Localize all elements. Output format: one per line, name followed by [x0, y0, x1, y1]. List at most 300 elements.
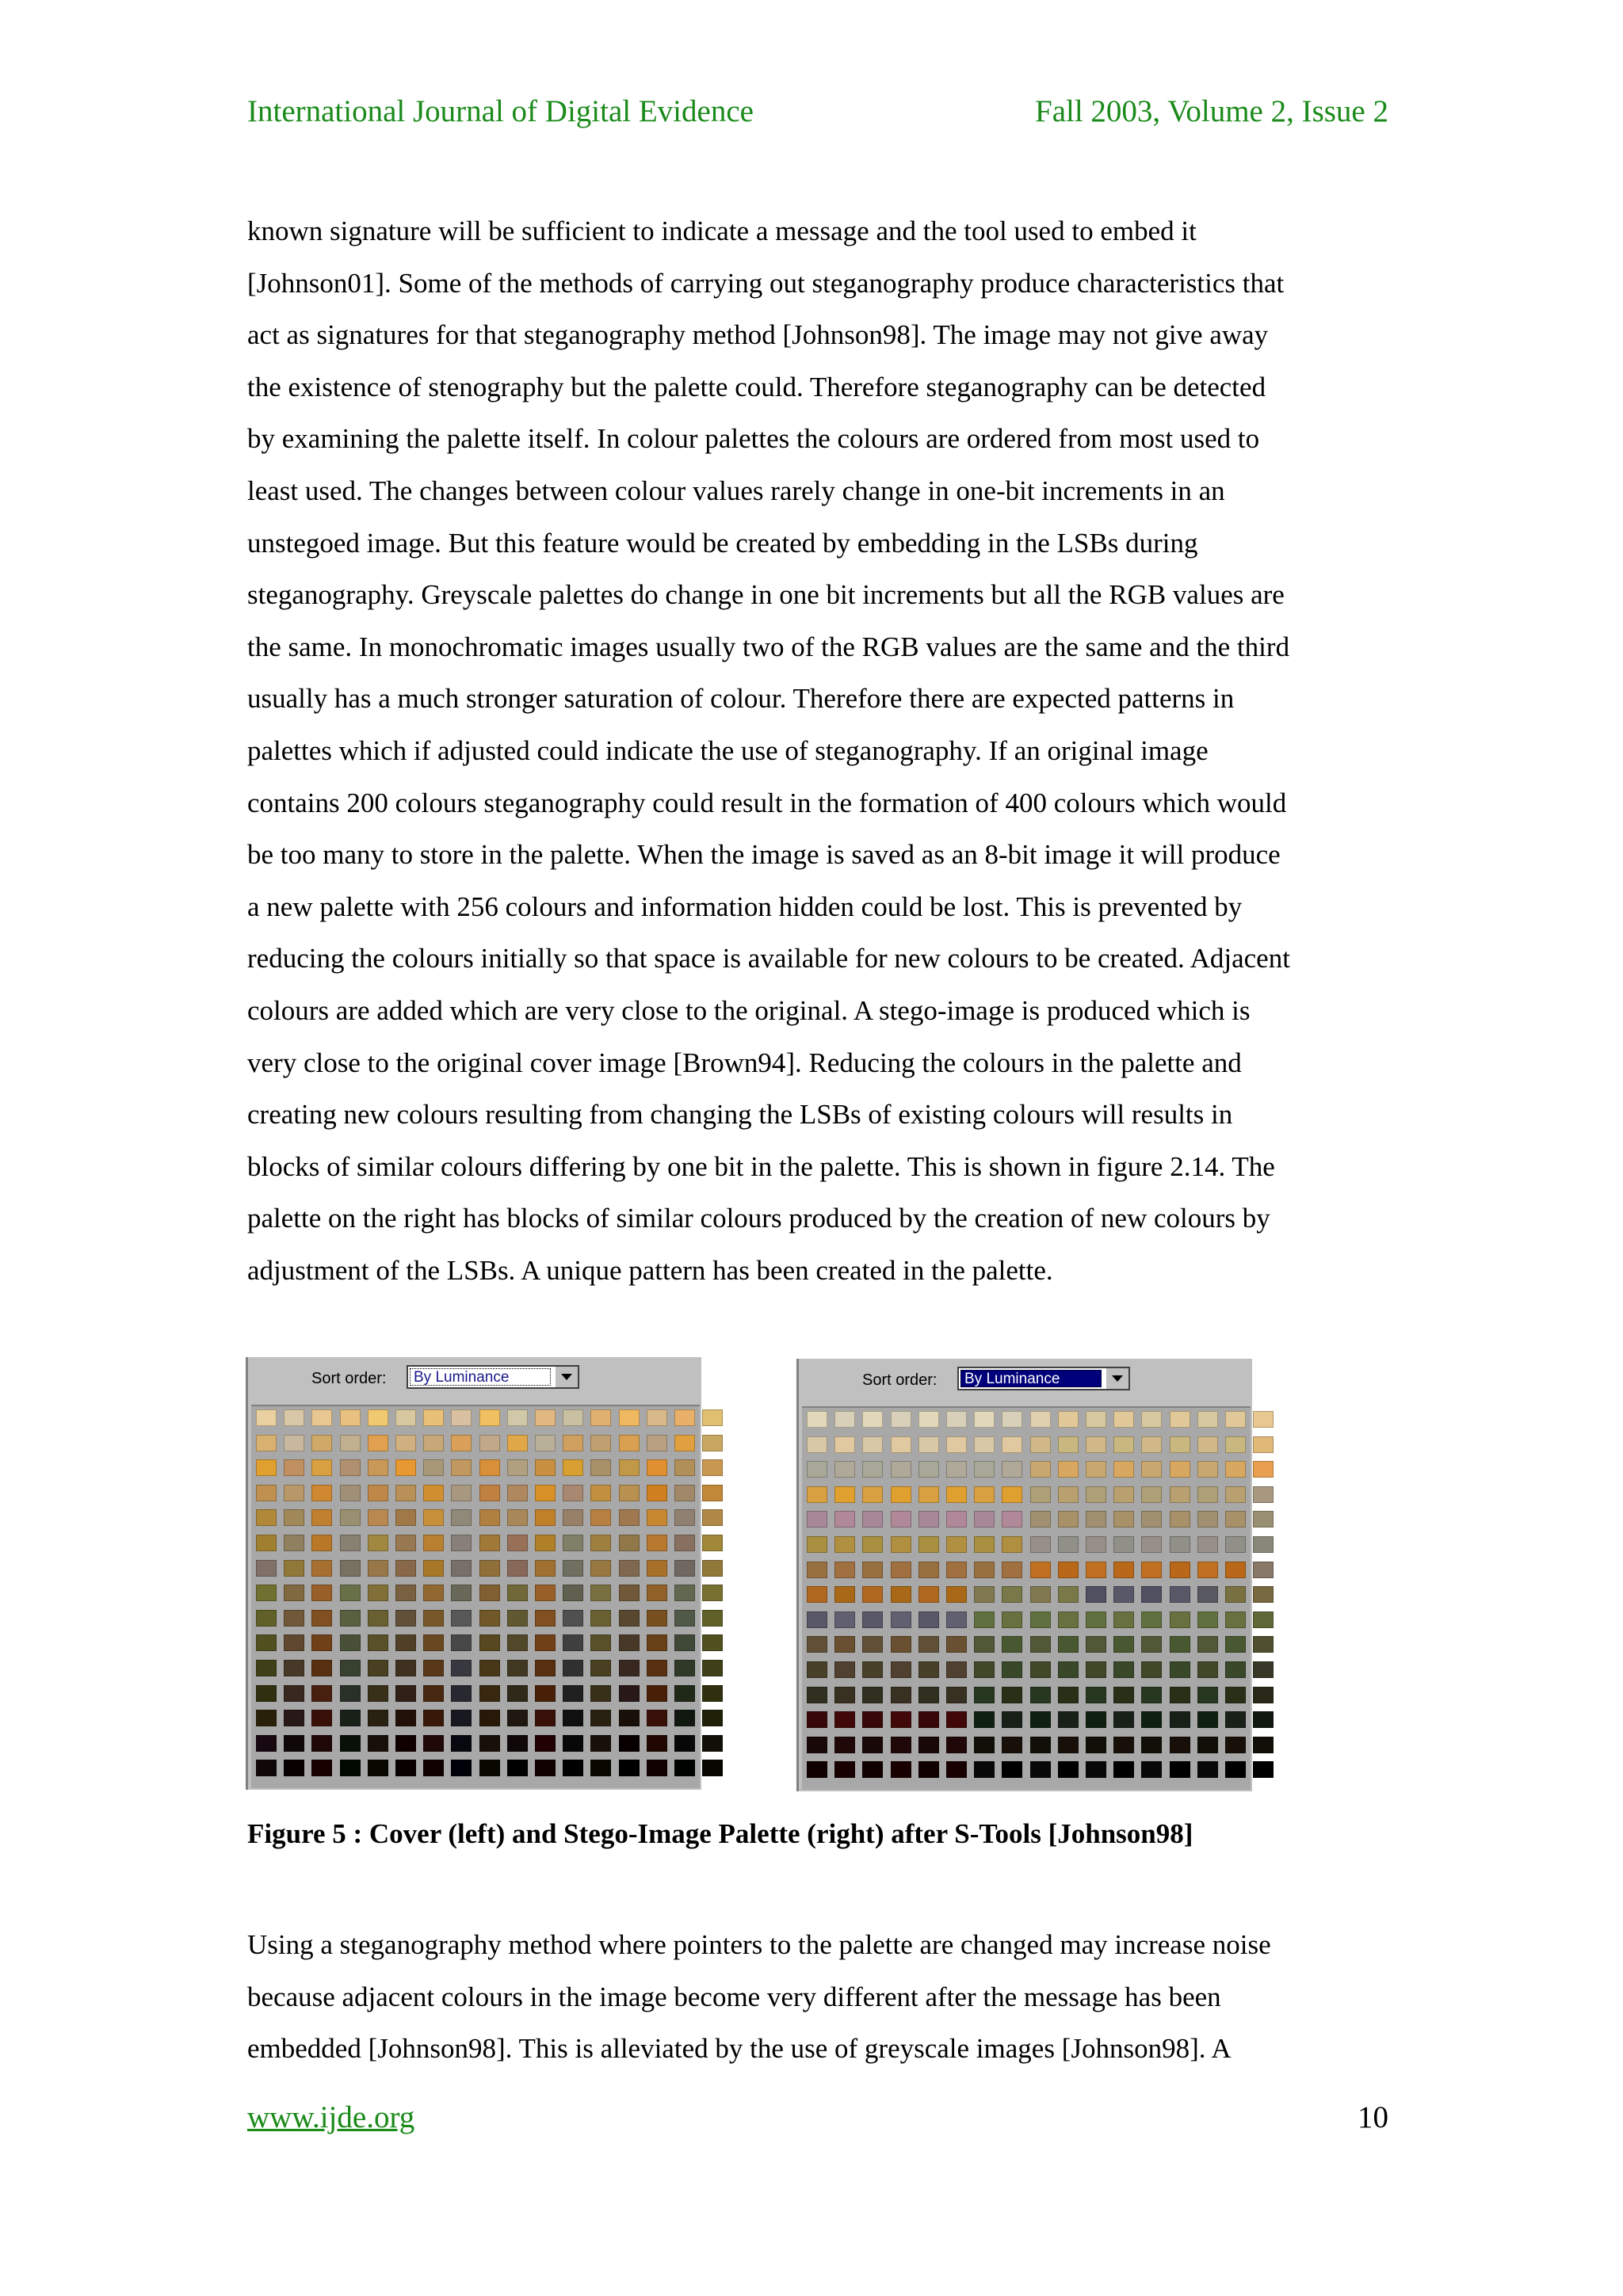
- palette-swatch[interactable]: [535, 1760, 556, 1776]
- palette-swatch[interactable]: [563, 1459, 583, 1476]
- palette-swatch[interactable]: [451, 1660, 472, 1676]
- palette-swatch[interactable]: [1030, 1486, 1051, 1503]
- palette-swatch[interactable]: [311, 1685, 332, 1702]
- palette-swatch[interactable]: [563, 1685, 583, 1702]
- palette-swatch[interactable]: [368, 1459, 388, 1476]
- palette-swatch[interactable]: [862, 1511, 883, 1527]
- palette-swatch[interactable]: [451, 1634, 472, 1651]
- palette-swatch[interactable]: [1170, 1711, 1190, 1728]
- palette-swatch[interactable]: [311, 1710, 332, 1726]
- palette-swatch[interactable]: [284, 1560, 304, 1577]
- palette-swatch[interactable]: [891, 1411, 911, 1428]
- palette-swatch[interactable]: [311, 1459, 332, 1476]
- palette-swatch[interactable]: [891, 1687, 911, 1703]
- palette-swatch[interactable]: [1030, 1536, 1051, 1553]
- palette-swatch[interactable]: [1197, 1436, 1218, 1453]
- palette-swatch[interactable]: [256, 1535, 277, 1551]
- palette-swatch[interactable]: [479, 1685, 500, 1702]
- palette-swatch[interactable]: [891, 1511, 911, 1527]
- palette-swatch[interactable]: [1253, 1511, 1274, 1527]
- palette-swatch[interactable]: [1030, 1737, 1051, 1753]
- palette-swatch[interactable]: [535, 1735, 556, 1752]
- palette-swatch[interactable]: [834, 1436, 855, 1453]
- palette-swatch[interactable]: [807, 1436, 827, 1453]
- palette-swatch[interactable]: [479, 1710, 500, 1726]
- palette-swatch[interactable]: [284, 1660, 304, 1676]
- palette-swatch[interactable]: [423, 1610, 444, 1627]
- palette-swatch[interactable]: [619, 1535, 640, 1551]
- palette-swatch[interactable]: [284, 1610, 304, 1627]
- palette-swatch[interactable]: [674, 1685, 695, 1702]
- palette-swatch[interactable]: [311, 1760, 332, 1776]
- palette-swatch[interactable]: [1002, 1761, 1022, 1778]
- palette-swatch[interactable]: [974, 1611, 995, 1628]
- palette-swatch[interactable]: [311, 1509, 332, 1526]
- palette-swatch[interactable]: [674, 1760, 695, 1776]
- palette-swatch[interactable]: [1086, 1687, 1106, 1703]
- palette-swatch[interactable]: [451, 1509, 472, 1526]
- palette-swatch[interactable]: [891, 1586, 911, 1603]
- palette-swatch[interactable]: [1086, 1586, 1106, 1603]
- palette-swatch[interactable]: [479, 1735, 500, 1752]
- palette-swatch[interactable]: [647, 1560, 667, 1577]
- palette-swatch[interactable]: [368, 1610, 388, 1627]
- palette-swatch[interactable]: [619, 1760, 640, 1776]
- palette-swatch[interactable]: [1141, 1586, 1162, 1603]
- palette-swatch[interactable]: [395, 1710, 416, 1726]
- palette-swatch[interactable]: [946, 1687, 967, 1703]
- palette-swatch[interactable]: [368, 1710, 388, 1726]
- palette-swatch[interactable]: [563, 1634, 583, 1651]
- palette-swatch[interactable]: [395, 1585, 416, 1601]
- palette-swatch[interactable]: [256, 1735, 277, 1752]
- palette-swatch[interactable]: [535, 1509, 556, 1526]
- palette-swatch[interactable]: [451, 1435, 472, 1451]
- palette-swatch[interactable]: [1170, 1562, 1190, 1578]
- palette-swatch[interactable]: [619, 1735, 640, 1752]
- palette-swatch[interactable]: [1141, 1661, 1162, 1678]
- palette-swatch[interactable]: [674, 1610, 695, 1627]
- palette-swatch[interactable]: [535, 1610, 556, 1627]
- palette-swatch[interactable]: [974, 1436, 995, 1453]
- palette-swatch[interactable]: [1170, 1687, 1190, 1703]
- palette-swatch[interactable]: [1002, 1586, 1022, 1603]
- footer-link[interactable]: www.ijde.org: [247, 2100, 415, 2134]
- palette-swatch[interactable]: [423, 1509, 444, 1526]
- palette-swatch[interactable]: [1141, 1536, 1162, 1553]
- palette-swatch[interactable]: [974, 1586, 995, 1603]
- palette-swatch[interactable]: [395, 1760, 416, 1776]
- palette-swatch[interactable]: [507, 1760, 528, 1776]
- palette-swatch[interactable]: [284, 1509, 304, 1526]
- palette-swatch[interactable]: [674, 1660, 695, 1676]
- palette-swatch[interactable]: [535, 1535, 556, 1551]
- palette-swatch[interactable]: [946, 1737, 967, 1753]
- palette-swatch[interactable]: [974, 1486, 995, 1503]
- palette-swatch[interactable]: [1113, 1511, 1134, 1527]
- palette-swatch[interactable]: [1197, 1461, 1218, 1478]
- palette-swatch[interactable]: [1253, 1687, 1274, 1703]
- palette-swatch[interactable]: [647, 1485, 667, 1501]
- palette-swatch[interactable]: [891, 1611, 911, 1628]
- palette-swatch[interactable]: [590, 1760, 611, 1776]
- palette-swatch[interactable]: [702, 1610, 723, 1627]
- palette-swatch[interactable]: [563, 1760, 583, 1776]
- palette-swatch[interactable]: [1002, 1536, 1022, 1553]
- palette-swatch[interactable]: [918, 1536, 939, 1553]
- palette-swatch[interactable]: [974, 1411, 995, 1428]
- palette-swatch[interactable]: [702, 1409, 723, 1426]
- palette-swatch[interactable]: [862, 1737, 883, 1753]
- palette-swatch[interactable]: [918, 1636, 939, 1653]
- palette-swatch[interactable]: [1141, 1761, 1162, 1778]
- palette-swatch[interactable]: [918, 1486, 939, 1503]
- palette-swatch[interactable]: [946, 1761, 967, 1778]
- palette-swatch[interactable]: [946, 1611, 967, 1628]
- palette-swatch[interactable]: [311, 1435, 332, 1451]
- palette-swatch[interactable]: [340, 1710, 361, 1726]
- palette-swatch[interactable]: [1058, 1461, 1079, 1478]
- palette-swatch[interactable]: [1113, 1536, 1134, 1553]
- palette-swatch[interactable]: [256, 1710, 277, 1726]
- palette-swatch[interactable]: [451, 1535, 472, 1551]
- palette-swatch[interactable]: [862, 1486, 883, 1503]
- palette-swatch[interactable]: [862, 1461, 883, 1478]
- palette-swatch[interactable]: [1225, 1461, 1246, 1478]
- palette-swatch[interactable]: [674, 1585, 695, 1601]
- palette-swatch[interactable]: [284, 1459, 304, 1476]
- palette-swatch[interactable]: [891, 1711, 911, 1728]
- palette-swatch[interactable]: [946, 1562, 967, 1578]
- palette-swatch[interactable]: [563, 1485, 583, 1501]
- palette-swatch[interactable]: [1197, 1511, 1218, 1527]
- palette-swatch[interactable]: [479, 1760, 500, 1776]
- palette-swatch[interactable]: [1030, 1687, 1051, 1703]
- palette-swatch[interactable]: [590, 1535, 611, 1551]
- palette-swatch[interactable]: [674, 1435, 695, 1451]
- palette-swatch[interactable]: [974, 1562, 995, 1578]
- palette-swatch[interactable]: [451, 1409, 472, 1426]
- palette-swatch[interactable]: [647, 1735, 667, 1752]
- palette-swatch[interactable]: [256, 1560, 277, 1577]
- palette-swatch[interactable]: [340, 1560, 361, 1577]
- palette-swatch[interactable]: [674, 1560, 695, 1577]
- palette-swatch[interactable]: [590, 1509, 611, 1526]
- palette-swatch[interactable]: [891, 1536, 911, 1553]
- palette-swatch[interactable]: [479, 1610, 500, 1627]
- palette-swatch[interactable]: [946, 1661, 967, 1678]
- palette-swatch[interactable]: [974, 1737, 995, 1753]
- palette-swatch[interactable]: [451, 1685, 472, 1702]
- palette-swatch[interactable]: [918, 1687, 939, 1703]
- palette-swatch[interactable]: [340, 1760, 361, 1776]
- palette-swatch[interactable]: [1253, 1761, 1274, 1778]
- palette-swatch[interactable]: [1086, 1711, 1106, 1728]
- palette-swatch[interactable]: [946, 1586, 967, 1603]
- palette-swatch[interactable]: [619, 1710, 640, 1726]
- palette-swatch[interactable]: [507, 1634, 528, 1651]
- palette-swatch[interactable]: [619, 1660, 640, 1676]
- palette-swatch[interactable]: [368, 1535, 388, 1551]
- palette-swatch[interactable]: [834, 1562, 855, 1578]
- palette-swatch[interactable]: [702, 1560, 723, 1577]
- palette-swatch[interactable]: [1030, 1511, 1051, 1527]
- palette-swatch[interactable]: [535, 1585, 556, 1601]
- palette-swatch[interactable]: [1086, 1536, 1106, 1553]
- palette-swatch[interactable]: [619, 1685, 640, 1702]
- palette-swatch[interactable]: [807, 1636, 827, 1653]
- palette-swatch[interactable]: [1058, 1687, 1079, 1703]
- palette-swatch[interactable]: [563, 1710, 583, 1726]
- palette-swatch[interactable]: [974, 1461, 995, 1478]
- palette-swatch[interactable]: [340, 1535, 361, 1551]
- palette-swatch[interactable]: [590, 1610, 611, 1627]
- palette-swatch[interactable]: [368, 1509, 388, 1526]
- palette-swatch[interactable]: [423, 1585, 444, 1601]
- palette-swatch[interactable]: [1113, 1486, 1134, 1503]
- palette-swatch[interactable]: [563, 1735, 583, 1752]
- palette-swatch[interactable]: [340, 1509, 361, 1526]
- palette-swatch[interactable]: [702, 1485, 723, 1501]
- palette-swatch[interactable]: [1253, 1486, 1274, 1503]
- palette-swatch[interactable]: [619, 1585, 640, 1601]
- palette-swatch[interactable]: [1086, 1761, 1106, 1778]
- palette-swatch[interactable]: [256, 1760, 277, 1776]
- chevron-down-icon[interactable]: [1105, 1368, 1128, 1389]
- palette-swatch[interactable]: [1113, 1687, 1134, 1703]
- palette-swatch[interactable]: [507, 1435, 528, 1451]
- palette-swatch[interactable]: [862, 1636, 883, 1653]
- palette-swatch[interactable]: [1058, 1486, 1079, 1503]
- palette-swatch[interactable]: [674, 1509, 695, 1526]
- palette-swatch[interactable]: [284, 1535, 304, 1551]
- palette-swatch[interactable]: [1170, 1436, 1190, 1453]
- palette-swatch[interactable]: [1197, 1711, 1218, 1728]
- palette-swatch[interactable]: [1253, 1536, 1274, 1553]
- palette-swatch[interactable]: [1141, 1511, 1162, 1527]
- palette-swatch[interactable]: [862, 1411, 883, 1428]
- palette-swatch[interactable]: [311, 1660, 332, 1676]
- palette-swatch[interactable]: [1253, 1461, 1274, 1478]
- palette-swatch[interactable]: [256, 1435, 277, 1451]
- palette-swatch[interactable]: [1113, 1636, 1134, 1653]
- palette-swatch[interactable]: [451, 1710, 472, 1726]
- palette-swatch[interactable]: [368, 1735, 388, 1752]
- palette-swatch[interactable]: [507, 1710, 528, 1726]
- palette-swatch[interactable]: [1225, 1661, 1246, 1678]
- palette-swatch[interactable]: [946, 1411, 967, 1428]
- palette-swatch[interactable]: [395, 1610, 416, 1627]
- palette-swatch[interactable]: [340, 1485, 361, 1501]
- palette-swatch[interactable]: [1225, 1611, 1246, 1628]
- palette-swatch[interactable]: [590, 1485, 611, 1501]
- palette-swatch[interactable]: [1086, 1636, 1106, 1653]
- palette-swatch[interactable]: [1002, 1486, 1022, 1503]
- palette-swatch[interactable]: [395, 1435, 416, 1451]
- palette-swatch[interactable]: [1197, 1737, 1218, 1753]
- palette-swatch[interactable]: [1141, 1737, 1162, 1753]
- palette-swatch[interactable]: [1030, 1611, 1051, 1628]
- palette-swatch[interactable]: [1197, 1687, 1218, 1703]
- palette-swatch[interactable]: [1253, 1636, 1274, 1653]
- palette-swatch[interactable]: [674, 1535, 695, 1551]
- palette-swatch[interactable]: [702, 1760, 723, 1776]
- palette-swatch[interactable]: [1253, 1611, 1274, 1628]
- palette-swatch[interactable]: [479, 1535, 500, 1551]
- palette-swatch[interactable]: [368, 1685, 388, 1702]
- palette-swatch[interactable]: [834, 1636, 855, 1653]
- palette-swatch[interactable]: [862, 1536, 883, 1553]
- palette-swatch[interactable]: [479, 1660, 500, 1676]
- palette-swatch[interactable]: [834, 1661, 855, 1678]
- palette-swatch[interactable]: [1141, 1636, 1162, 1653]
- sort-order-select[interactable]: [407, 1365, 579, 1389]
- palette-swatch[interactable]: [507, 1610, 528, 1627]
- palette-swatch[interactable]: [451, 1585, 472, 1601]
- palette-swatch[interactable]: [862, 1611, 883, 1628]
- palette-swatch[interactable]: [1002, 1661, 1022, 1678]
- palette-swatch[interactable]: [368, 1560, 388, 1577]
- palette-swatch[interactable]: [311, 1535, 332, 1551]
- sort-order-select[interactable]: [957, 1367, 1130, 1390]
- palette-swatch[interactable]: [1002, 1611, 1022, 1628]
- palette-swatch[interactable]: [340, 1585, 361, 1601]
- palette-swatch[interactable]: [590, 1585, 611, 1601]
- palette-swatch[interactable]: [1113, 1436, 1134, 1453]
- palette-swatch[interactable]: [395, 1509, 416, 1526]
- palette-swatch[interactable]: [284, 1485, 304, 1501]
- palette-swatch[interactable]: [619, 1509, 640, 1526]
- palette-swatch[interactable]: [1197, 1586, 1218, 1603]
- palette-swatch[interactable]: [702, 1710, 723, 1726]
- palette-swatch[interactable]: [1002, 1711, 1022, 1728]
- palette-swatch[interactable]: [1225, 1737, 1246, 1753]
- palette-swatch[interactable]: [311, 1634, 332, 1651]
- palette-swatch[interactable]: [479, 1459, 500, 1476]
- palette-swatch[interactable]: [1170, 1761, 1190, 1778]
- palette-swatch[interactable]: [395, 1634, 416, 1651]
- palette-swatch[interactable]: [1002, 1687, 1022, 1703]
- palette-swatch[interactable]: [1058, 1536, 1079, 1553]
- palette-swatch[interactable]: [368, 1585, 388, 1601]
- palette-swatch[interactable]: [563, 1560, 583, 1577]
- palette-swatch[interactable]: [918, 1761, 939, 1778]
- palette-swatch[interactable]: [563, 1435, 583, 1451]
- palette-swatch[interactable]: [918, 1586, 939, 1603]
- palette-swatch[interactable]: [1002, 1636, 1022, 1653]
- palette-swatch[interactable]: [1030, 1411, 1051, 1428]
- palette-swatch[interactable]: [1141, 1711, 1162, 1728]
- palette-swatch[interactable]: [256, 1409, 277, 1426]
- palette-swatch[interactable]: [1086, 1436, 1106, 1453]
- palette-swatch[interactable]: [1002, 1436, 1022, 1453]
- palette-swatch[interactable]: [256, 1585, 277, 1601]
- palette-swatch[interactable]: [974, 1687, 995, 1703]
- palette-swatch[interactable]: [1197, 1661, 1218, 1678]
- palette-swatch[interactable]: [834, 1737, 855, 1753]
- palette-swatch[interactable]: [891, 1486, 911, 1503]
- palette-swatch[interactable]: [256, 1634, 277, 1651]
- palette-swatch[interactable]: [1225, 1486, 1246, 1503]
- palette-swatch[interactable]: [535, 1634, 556, 1651]
- palette-swatch[interactable]: [423, 1735, 444, 1752]
- palette-swatch[interactable]: [1141, 1436, 1162, 1453]
- palette-swatch[interactable]: [256, 1485, 277, 1501]
- palette-swatch[interactable]: [946, 1711, 967, 1728]
- palette-swatch[interactable]: [807, 1586, 827, 1603]
- palette-swatch[interactable]: [479, 1560, 500, 1577]
- palette-swatch[interactable]: [862, 1562, 883, 1578]
- palette-swatch[interactable]: [507, 1685, 528, 1702]
- palette-swatch[interactable]: [807, 1737, 827, 1753]
- palette-swatch[interactable]: [834, 1687, 855, 1703]
- palette-swatch[interactable]: [311, 1735, 332, 1752]
- palette-swatch[interactable]: [256, 1459, 277, 1476]
- palette-swatch[interactable]: [807, 1761, 827, 1778]
- palette-swatch[interactable]: [891, 1761, 911, 1778]
- palette-swatch[interactable]: [702, 1634, 723, 1651]
- palette-swatch[interactable]: [946, 1436, 967, 1453]
- palette-swatch[interactable]: [423, 1459, 444, 1476]
- palette-swatch[interactable]: [1170, 1536, 1190, 1553]
- palette-swatch[interactable]: [1225, 1536, 1246, 1553]
- palette-swatch[interactable]: [918, 1461, 939, 1478]
- palette-swatch[interactable]: [1253, 1562, 1274, 1578]
- palette-swatch[interactable]: [647, 1660, 667, 1676]
- palette-swatch[interactable]: [1030, 1586, 1051, 1603]
- palette-swatch[interactable]: [674, 1634, 695, 1651]
- palette-swatch[interactable]: [1086, 1511, 1106, 1527]
- palette-swatch[interactable]: [423, 1560, 444, 1577]
- palette-swatch[interactable]: [1002, 1737, 1022, 1753]
- palette-swatch[interactable]: [1170, 1737, 1190, 1753]
- palette-swatch[interactable]: [674, 1735, 695, 1752]
- palette-swatch[interactable]: [1141, 1611, 1162, 1628]
- palette-swatch[interactable]: [647, 1409, 667, 1426]
- palette-swatch[interactable]: [590, 1435, 611, 1451]
- palette-swatch[interactable]: [619, 1634, 640, 1651]
- palette-swatch[interactable]: [1113, 1661, 1134, 1678]
- palette-swatch[interactable]: [1170, 1636, 1190, 1653]
- palette-swatch[interactable]: [647, 1685, 667, 1702]
- palette-swatch[interactable]: [1225, 1586, 1246, 1603]
- palette-swatch[interactable]: [918, 1562, 939, 1578]
- palette-swatch[interactable]: [590, 1710, 611, 1726]
- palette-swatch[interactable]: [647, 1710, 667, 1726]
- palette-swatch[interactable]: [946, 1486, 967, 1503]
- palette-swatch[interactable]: [1170, 1486, 1190, 1503]
- palette-swatch[interactable]: [974, 1636, 995, 1653]
- palette-swatch[interactable]: [807, 1661, 827, 1678]
- palette-swatch[interactable]: [395, 1660, 416, 1676]
- palette-swatch[interactable]: [395, 1735, 416, 1752]
- palette-swatch[interactable]: [1113, 1711, 1134, 1728]
- palette-swatch[interactable]: [284, 1685, 304, 1702]
- palette-swatch[interactable]: [423, 1710, 444, 1726]
- palette-swatch[interactable]: [311, 1585, 332, 1601]
- palette-swatch[interactable]: [311, 1560, 332, 1577]
- palette-swatch[interactable]: [451, 1459, 472, 1476]
- palette-swatch[interactable]: [834, 1711, 855, 1728]
- palette-swatch[interactable]: [1197, 1636, 1218, 1653]
- palette-swatch[interactable]: [563, 1610, 583, 1627]
- palette-swatch[interactable]: [807, 1536, 827, 1553]
- palette-swatch[interactable]: [918, 1511, 939, 1527]
- palette-swatch[interactable]: [1002, 1411, 1022, 1428]
- palette-swatch[interactable]: [1225, 1761, 1246, 1778]
- palette-swatch[interactable]: [535, 1710, 556, 1726]
- palette-swatch[interactable]: [1225, 1711, 1246, 1728]
